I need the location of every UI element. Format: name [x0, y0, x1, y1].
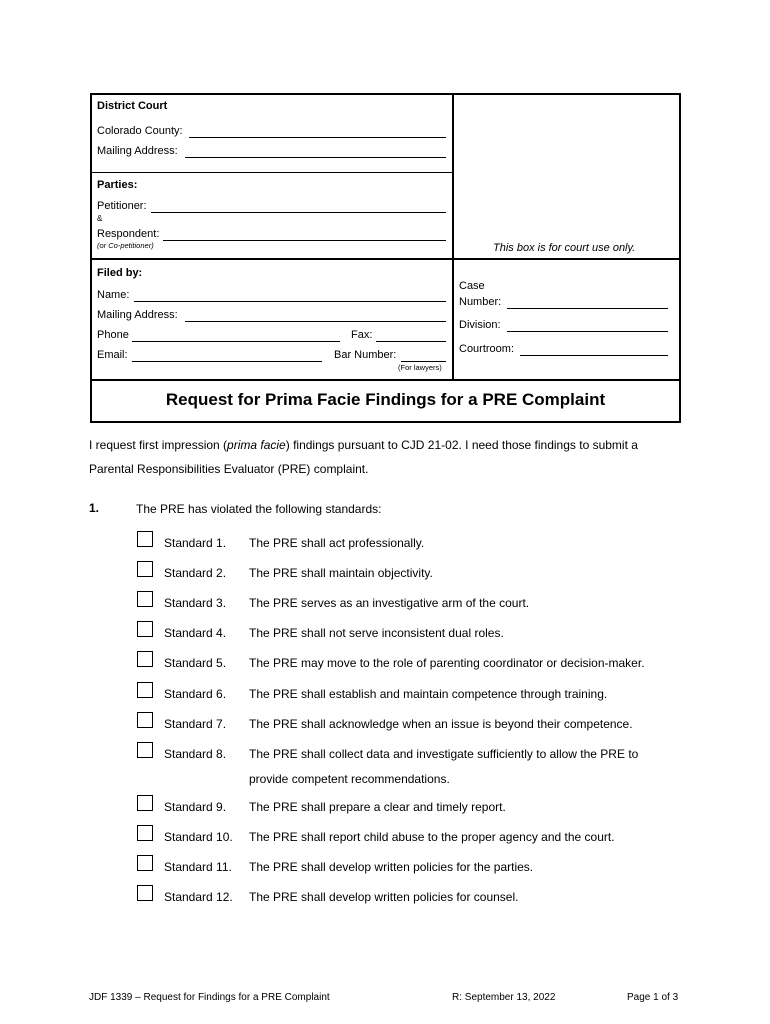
- standard-3-name: Standard 3.: [164, 596, 227, 610]
- email-field[interactable]: [132, 361, 322, 362]
- lawyers-note: (For lawyers): [398, 363, 442, 372]
- standard-10-checkbox[interactable]: [137, 825, 153, 841]
- ampersand: &: [97, 214, 103, 223]
- division-field[interactable]: [507, 331, 668, 332]
- standard-6-name: Standard 6.: [164, 687, 227, 701]
- standard-8-name: Standard 8.: [164, 747, 227, 761]
- filed-by-label: Filed by:: [97, 267, 143, 279]
- standard-4-checkbox[interactable]: [137, 621, 153, 637]
- case-number-field[interactable]: [507, 308, 668, 309]
- caption-divider-filed: [90, 258, 681, 260]
- standard-12-checkbox[interactable]: [137, 885, 153, 901]
- fax-field[interactable]: [376, 341, 446, 342]
- bar-number-label: Bar Number:: [334, 349, 397, 361]
- standard-7-name: Standard 7.: [164, 717, 227, 731]
- court-mailing-label: Mailing Address:: [97, 145, 178, 157]
- standard-1-checkbox[interactable]: [137, 531, 153, 547]
- standard-4-name: Standard 4.: [164, 626, 227, 640]
- email-label: Email:: [97, 349, 128, 361]
- petitioner-field[interactable]: [151, 212, 446, 213]
- standard-10-text: The PRE shall report child abuse to the proper agency and the court.: [249, 830, 615, 844]
- case-label: Case: [459, 280, 485, 292]
- parties-label: Parties:: [97, 179, 138, 191]
- county-label: Colorado County:: [97, 125, 183, 137]
- standard-7-text: The PRE shall acknowledge when an issue is beyond their competence.: [249, 717, 633, 731]
- bar-number-field[interactable]: [401, 361, 446, 362]
- courtroom-field[interactable]: [520, 355, 668, 356]
- standard-11-name: Standard 11.: [164, 860, 232, 874]
- case-number-label: Number:: [459, 296, 502, 308]
- form-title: Request for Prima Facie Findings for a PRE Complaint: [165, 390, 606, 409]
- standard-10-name: Standard 10.: [164, 830, 233, 844]
- standard-12-text: The PRE shall develop written policies for counsel.: [249, 890, 519, 904]
- section-number: 1.: [89, 501, 100, 515]
- caption-divider-parties: [90, 172, 454, 173]
- intro-part-3: ) findings pursuant to CJD 21-02. I need those findings to submit a: [285, 438, 638, 452]
- caption-vertical-divider: [452, 93, 454, 381]
- standard-1-name: Standard 1.: [164, 536, 227, 550]
- copetitioner-note: (or Co-petitioner): [97, 241, 154, 250]
- standard-9-name: Standard 9.: [164, 800, 227, 814]
- court-mailing-field[interactable]: [185, 157, 446, 158]
- petitioner-label: Petitioner:: [97, 200, 147, 212]
- phone-label: Phone: [97, 329, 129, 341]
- intro-line-2: Parental Responsibilities Evaluator (PRE) complaint.: [89, 462, 369, 476]
- caption-divider-title: [90, 379, 681, 381]
- standard-11-text: The PRE shall develop written policies for the parties.: [249, 860, 534, 874]
- footer-form-id: JDF 1339 – Request for Findings for a PRE Complaint: [89, 992, 330, 1003]
- standard-5-name: Standard 5.: [164, 656, 227, 670]
- standard-12-name: Standard 12.: [164, 890, 233, 904]
- standard-3-text: The PRE serves as an investigative arm of the court.: [249, 596, 530, 610]
- standard-6-checkbox[interactable]: [137, 682, 153, 698]
- intro-line-1: [89, 438, 638, 452]
- standard-1-text: The PRE shall act professionally.: [249, 536, 425, 550]
- standard-9-text: The PRE shall prepare a clear and timely report.: [249, 800, 506, 814]
- filer-mailing-field[interactable]: [185, 321, 446, 322]
- footer-page-number: Page 1 of 3: [627, 992, 679, 1003]
- intro-italic: prima facie: [227, 438, 286, 452]
- standard-8-text: The PRE shall collect data and investigate sufficiently to allow the PRE to: [249, 747, 639, 761]
- standard-3-checkbox[interactable]: [137, 591, 153, 607]
- standard-5-text: The PRE may move to the role of parenting coordinator or decision-maker.: [249, 656, 645, 670]
- court-use-note: This box is for court use only.: [493, 242, 636, 254]
- division-label: Division:: [459, 319, 501, 331]
- standard-8-text-line-2: provide competent recommendations.: [249, 772, 450, 786]
- standard-4-text: The PRE shall not serve inconsistent dual roles.: [249, 626, 504, 640]
- standard-2-checkbox[interactable]: [137, 561, 153, 577]
- fax-label: Fax:: [351, 329, 373, 341]
- filer-mailing-label: Mailing Address:: [97, 309, 178, 321]
- court-name: District Court: [97, 100, 168, 112]
- standard-7-checkbox[interactable]: [137, 712, 153, 728]
- county-field[interactable]: [189, 137, 446, 138]
- courtroom-label: Courtroom:: [459, 343, 515, 355]
- section-heading: The PRE has violated the following standards:: [136, 502, 382, 516]
- respondent-label: Respondent:: [97, 228, 160, 240]
- intro-part-1: I request first impression (: [89, 438, 228, 452]
- footer-revision: R: September 13, 2022: [452, 992, 556, 1003]
- standard-11-checkbox[interactable]: [137, 855, 153, 871]
- name-field[interactable]: [134, 301, 446, 302]
- standard-5-checkbox[interactable]: [137, 651, 153, 667]
- phone-field[interactable]: [132, 341, 340, 342]
- name-label: Name:: [97, 289, 130, 301]
- standard-8-checkbox[interactable]: [137, 742, 153, 758]
- standard-9-checkbox[interactable]: [137, 795, 153, 811]
- standard-2-name: Standard 2.: [164, 566, 227, 580]
- standard-6-text: The PRE shall establish and maintain competence through training.: [249, 687, 608, 701]
- respondent-field[interactable]: [163, 240, 446, 241]
- standard-2-text: The PRE shall maintain objectivity.: [249, 566, 433, 580]
